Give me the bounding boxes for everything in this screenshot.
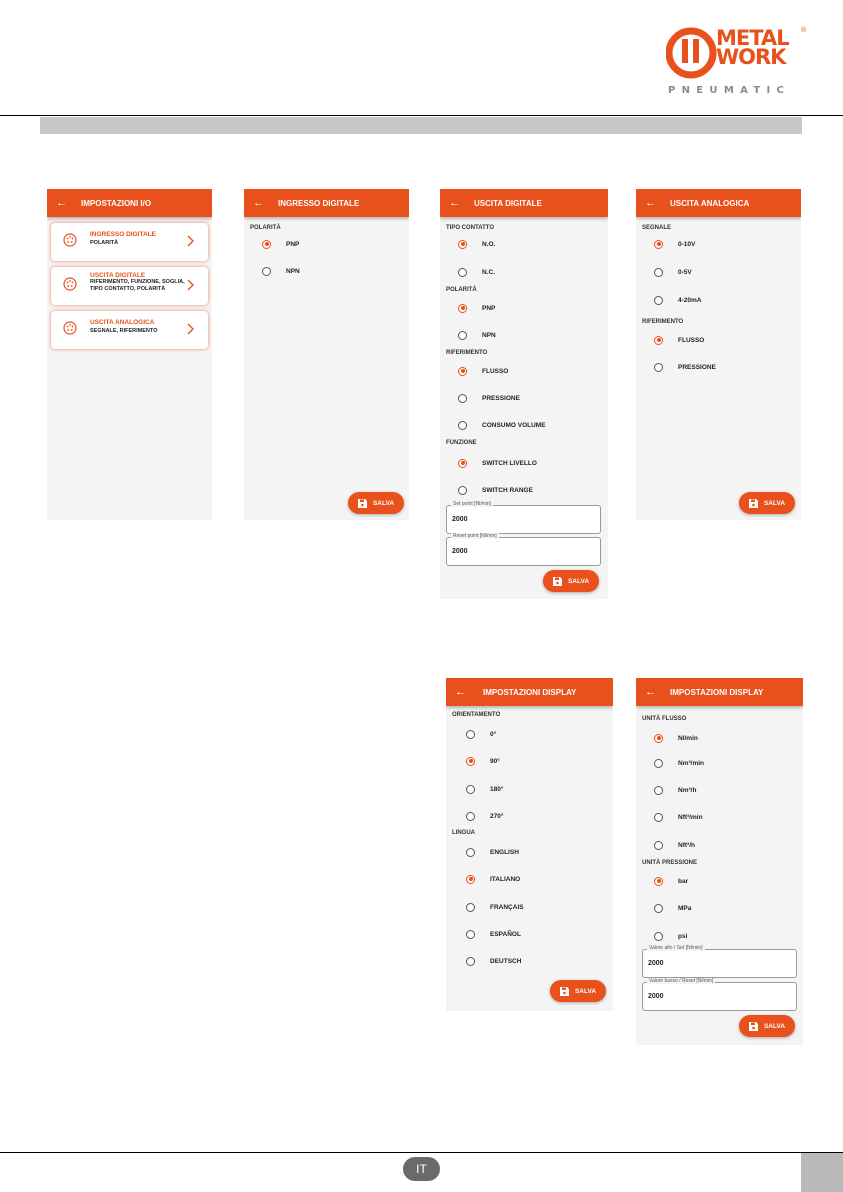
section-label: RIFERIMENTO bbox=[642, 319, 684, 325]
radio-option[interactable] bbox=[466, 810, 503, 822]
radio-option[interactable] bbox=[466, 728, 496, 740]
save-icon bbox=[553, 577, 562, 586]
radio-selected[interactable] bbox=[262, 240, 271, 249]
screen-analog-output bbox=[636, 189, 801, 520]
brand-logo-text: METAL WORK bbox=[716, 26, 789, 69]
radio-unselected[interactable] bbox=[466, 957, 475, 966]
radio-unselected[interactable] bbox=[466, 903, 475, 912]
radio-option[interactable] bbox=[466, 755, 500, 767]
card-analog-output[interactable] bbox=[51, 311, 208, 349]
back-arrow-icon[interactable]: ← bbox=[449, 197, 460, 209]
screen-title: IMPOSTAZIONI DISPLAY bbox=[483, 687, 577, 697]
radio-option[interactable] bbox=[466, 928, 521, 940]
option-label: ITALIANO bbox=[490, 875, 521, 883]
radio-selected[interactable] bbox=[654, 336, 663, 345]
screen-digital-output bbox=[440, 189, 608, 599]
option-label: ESPAÑOL bbox=[490, 930, 521, 938]
radio-selected[interactable] bbox=[654, 240, 663, 249]
back-arrow-icon[interactable]: ← bbox=[253, 197, 264, 209]
connector-icon bbox=[63, 277, 77, 291]
radio-selected[interactable] bbox=[458, 240, 467, 249]
radio-selected[interactable] bbox=[654, 877, 663, 886]
radio-option[interactable] bbox=[654, 902, 691, 914]
radio-option[interactable] bbox=[654, 238, 695, 250]
option-label: 0-10V bbox=[678, 240, 696, 248]
app-header bbox=[244, 189, 409, 217]
radio-unselected[interactable] bbox=[654, 813, 663, 822]
radio-unselected[interactable] bbox=[466, 930, 475, 939]
radio-option[interactable] bbox=[262, 238, 299, 250]
radio-selected[interactable] bbox=[466, 875, 475, 884]
section-label: TIPO CONTATTO bbox=[446, 225, 494, 231]
radio-unselected[interactable] bbox=[466, 730, 475, 739]
radio-option[interactable] bbox=[458, 419, 546, 431]
radio-unselected[interactable] bbox=[458, 421, 467, 430]
save-button[interactable] bbox=[739, 492, 795, 514]
radio-option[interactable] bbox=[458, 266, 495, 278]
screen-display-settings-2 bbox=[636, 678, 803, 1045]
option-label: psi bbox=[678, 932, 688, 940]
radio-option[interactable] bbox=[458, 365, 508, 377]
radio-selected[interactable] bbox=[654, 734, 663, 743]
section-label: UNITÀ FLUSSO bbox=[642, 716, 687, 722]
header-divider bbox=[0, 115, 843, 116]
section-label: RIFERIMENTO bbox=[446, 350, 488, 356]
option-label: FLUSSO bbox=[678, 336, 705, 344]
radio-option[interactable] bbox=[654, 732, 698, 744]
option-label: 90° bbox=[490, 757, 500, 765]
radio-option[interactable] bbox=[654, 334, 704, 346]
option-label: Nm³/h bbox=[678, 786, 697, 794]
option-label: NPN bbox=[482, 331, 496, 339]
page-tab bbox=[801, 1153, 843, 1192]
radio-option[interactable] bbox=[466, 955, 521, 967]
app-header bbox=[636, 678, 803, 706]
radio-selected[interactable] bbox=[458, 304, 467, 313]
option-label: PRESSIONE bbox=[482, 394, 520, 402]
radio-option[interactable] bbox=[654, 784, 696, 796]
chevron-right-icon bbox=[186, 323, 195, 335]
radio-selected[interactable] bbox=[458, 367, 467, 376]
save-button[interactable] bbox=[348, 492, 404, 514]
field-label: Valore basso / Reset [Nl/min] bbox=[649, 978, 714, 984]
radio-unselected[interactable] bbox=[654, 759, 663, 768]
section-label: POLARITÀ bbox=[446, 287, 477, 293]
option-label: DEUTSCH bbox=[490, 957, 522, 965]
app-header bbox=[440, 189, 608, 217]
app-header bbox=[446, 678, 613, 706]
radio-unselected[interactable] bbox=[458, 486, 467, 495]
radio-option[interactable] bbox=[654, 839, 695, 851]
section-label: FUNZIONE bbox=[446, 440, 477, 446]
option-label: Nft³/h bbox=[678, 841, 695, 849]
section-label: POLARITÀ bbox=[250, 225, 281, 231]
save-button[interactable] bbox=[739, 1015, 795, 1037]
radio-unselected[interactable] bbox=[466, 785, 475, 794]
save-button[interactable] bbox=[550, 980, 606, 1002]
section-label: UNITÀ PRESSIONE bbox=[642, 860, 698, 866]
radio-option[interactable] bbox=[466, 783, 503, 795]
card-title: INGRESSO DIGITALE bbox=[90, 231, 156, 238]
save-label: SALVA bbox=[574, 987, 597, 995]
card-digital-output[interactable] bbox=[51, 267, 208, 305]
app-header bbox=[47, 189, 212, 217]
radio-option[interactable] bbox=[466, 873, 520, 885]
footer-divider bbox=[0, 1152, 843, 1153]
save-label: SALVA bbox=[372, 499, 395, 507]
field-value[interactable]: 2000 bbox=[452, 548, 468, 555]
screen-title: IMPOSTAZIONI I/O bbox=[81, 198, 152, 208]
low-value-field[interactable] bbox=[642, 978, 797, 1011]
chevron-right-icon bbox=[186, 279, 195, 291]
back-arrow-icon[interactable]: ← bbox=[455, 686, 466, 698]
option-label: 0-5V bbox=[678, 268, 692, 276]
option-label: SWITCH RANGE bbox=[482, 486, 533, 494]
radio-unselected[interactable] bbox=[654, 786, 663, 795]
field-value[interactable]: 2000 bbox=[648, 960, 664, 967]
section-label: SEGNALE bbox=[642, 225, 672, 231]
chevron-right-icon bbox=[186, 235, 195, 247]
option-label: MPa bbox=[678, 904, 692, 912]
set-point-field[interactable] bbox=[446, 501, 601, 534]
radio-unselected[interactable] bbox=[654, 363, 663, 372]
option-label: N.C. bbox=[482, 268, 495, 276]
option-label: bar bbox=[678, 877, 689, 885]
radio-unselected[interactable] bbox=[654, 268, 663, 277]
save-icon bbox=[749, 1022, 758, 1031]
registered-mark: ® bbox=[801, 27, 807, 34]
option-label: CONSUMO VOLUME bbox=[482, 421, 546, 429]
radio-option[interactable] bbox=[654, 266, 692, 278]
radio-option[interactable] bbox=[458, 329, 496, 341]
screen-title: USCITA DIGITALE bbox=[474, 198, 542, 208]
radio-option[interactable] bbox=[654, 930, 687, 942]
brand-logo-subtitle: PNEUMATIC bbox=[668, 85, 791, 96]
card-title: USCITA DIGITALE bbox=[90, 272, 146, 279]
card-subtitle: POLARITÀ bbox=[90, 240, 119, 246]
option-label: N.O. bbox=[482, 240, 496, 248]
back-arrow-icon[interactable]: ← bbox=[645, 197, 656, 209]
radio-option[interactable] bbox=[466, 901, 524, 913]
connector-icon bbox=[63, 233, 77, 247]
radio-unselected[interactable] bbox=[458, 394, 467, 403]
radio-option[interactable] bbox=[458, 484, 533, 496]
option-label: FLUSSO bbox=[482, 367, 509, 375]
card-subtitle: RIFERIMENTO, FUNZIONE, SOGLIA, TIPO CONTATTO, POLARITÀ bbox=[90, 279, 185, 292]
radio-option[interactable] bbox=[654, 757, 704, 769]
screen-title: USCITA ANALOGICA bbox=[670, 198, 750, 208]
radio-unselected[interactable] bbox=[466, 812, 475, 821]
option-label: PNP bbox=[482, 304, 496, 312]
radio-unselected[interactable] bbox=[458, 268, 467, 277]
save-icon bbox=[749, 499, 758, 508]
option-label: SWITCH LIVELLO bbox=[482, 459, 537, 467]
radio-unselected[interactable] bbox=[654, 841, 663, 850]
option-label: 270° bbox=[490, 812, 504, 820]
screen-title: IMPOSTAZIONI DISPLAY bbox=[670, 687, 764, 697]
save-label: SALVA bbox=[567, 577, 590, 585]
radio-option[interactable] bbox=[654, 875, 688, 887]
save-label: SALVA bbox=[763, 499, 786, 507]
option-label: 180° bbox=[490, 785, 504, 793]
option-label: FRANÇAIS bbox=[490, 903, 524, 911]
radio-option[interactable] bbox=[262, 265, 300, 277]
option-label: Nm³/min bbox=[678, 759, 704, 767]
screen-title: INGRESSO DIGITALE bbox=[278, 198, 360, 208]
save-button[interactable] bbox=[543, 570, 599, 592]
field-value[interactable]: 2000 bbox=[452, 516, 468, 523]
back-arrow-icon[interactable]: ← bbox=[645, 686, 656, 698]
back-arrow-icon[interactable]: ← bbox=[56, 197, 67, 209]
high-value-field[interactable] bbox=[642, 945, 797, 978]
section-label: LINGUA bbox=[452, 830, 475, 836]
field-value[interactable]: 2000 bbox=[648, 993, 664, 1000]
radio-option[interactable] bbox=[466, 846, 519, 858]
option-label: Nft³/min bbox=[678, 813, 703, 821]
radio-unselected[interactable] bbox=[654, 904, 663, 913]
radio-unselected[interactable] bbox=[458, 331, 467, 340]
radio-option[interactable] bbox=[654, 361, 716, 373]
radio-option[interactable] bbox=[654, 294, 701, 306]
radio-unselected[interactable] bbox=[466, 848, 475, 857]
card-digital-input[interactable] bbox=[51, 223, 208, 261]
radio-selected[interactable] bbox=[466, 757, 475, 766]
option-label: 4-20mA bbox=[678, 296, 702, 304]
language-badge: IT bbox=[403, 1157, 440, 1181]
radio-unselected[interactable] bbox=[262, 267, 271, 276]
section-bar bbox=[40, 117, 802, 134]
card-subtitle: SEGNALE, RIFERIMENTO bbox=[90, 328, 158, 334]
radio-unselected[interactable] bbox=[654, 932, 663, 941]
screen-io-settings bbox=[47, 189, 212, 520]
save-icon bbox=[358, 499, 367, 508]
option-label: NPN bbox=[286, 267, 300, 275]
card-title: USCITA ANALOGICA bbox=[90, 319, 155, 326]
connector-icon bbox=[63, 321, 77, 335]
radio-option[interactable] bbox=[458, 392, 520, 404]
field-label: Reset point [Nl/min] bbox=[453, 533, 497, 539]
screen-digital-input bbox=[244, 189, 409, 520]
option-label: PRESSIONE bbox=[678, 363, 716, 371]
option-label: 0° bbox=[490, 730, 497, 738]
save-icon bbox=[560, 987, 569, 996]
field-label: Valore alto / Set [Nl/min] bbox=[649, 945, 703, 951]
radio-option[interactable] bbox=[458, 238, 495, 250]
radio-option[interactable] bbox=[654, 811, 703, 823]
reset-point-field[interactable] bbox=[446, 533, 601, 566]
radio-option[interactable] bbox=[458, 302, 495, 314]
screen-display-settings-1 bbox=[446, 678, 613, 1011]
app-header bbox=[636, 189, 801, 217]
radio-selected[interactable] bbox=[458, 459, 467, 468]
save-label: SALVA bbox=[763, 1022, 786, 1030]
section-label: ORIENTAMENTO bbox=[452, 712, 501, 718]
radio-option[interactable] bbox=[458, 457, 537, 469]
field-label: Set point [Nl/min] bbox=[453, 501, 492, 507]
option-label: ENGLISH bbox=[490, 848, 519, 856]
option-label: Nl/min bbox=[678, 734, 698, 742]
option-label: PNP bbox=[286, 240, 300, 248]
radio-unselected[interactable] bbox=[654, 296, 663, 305]
